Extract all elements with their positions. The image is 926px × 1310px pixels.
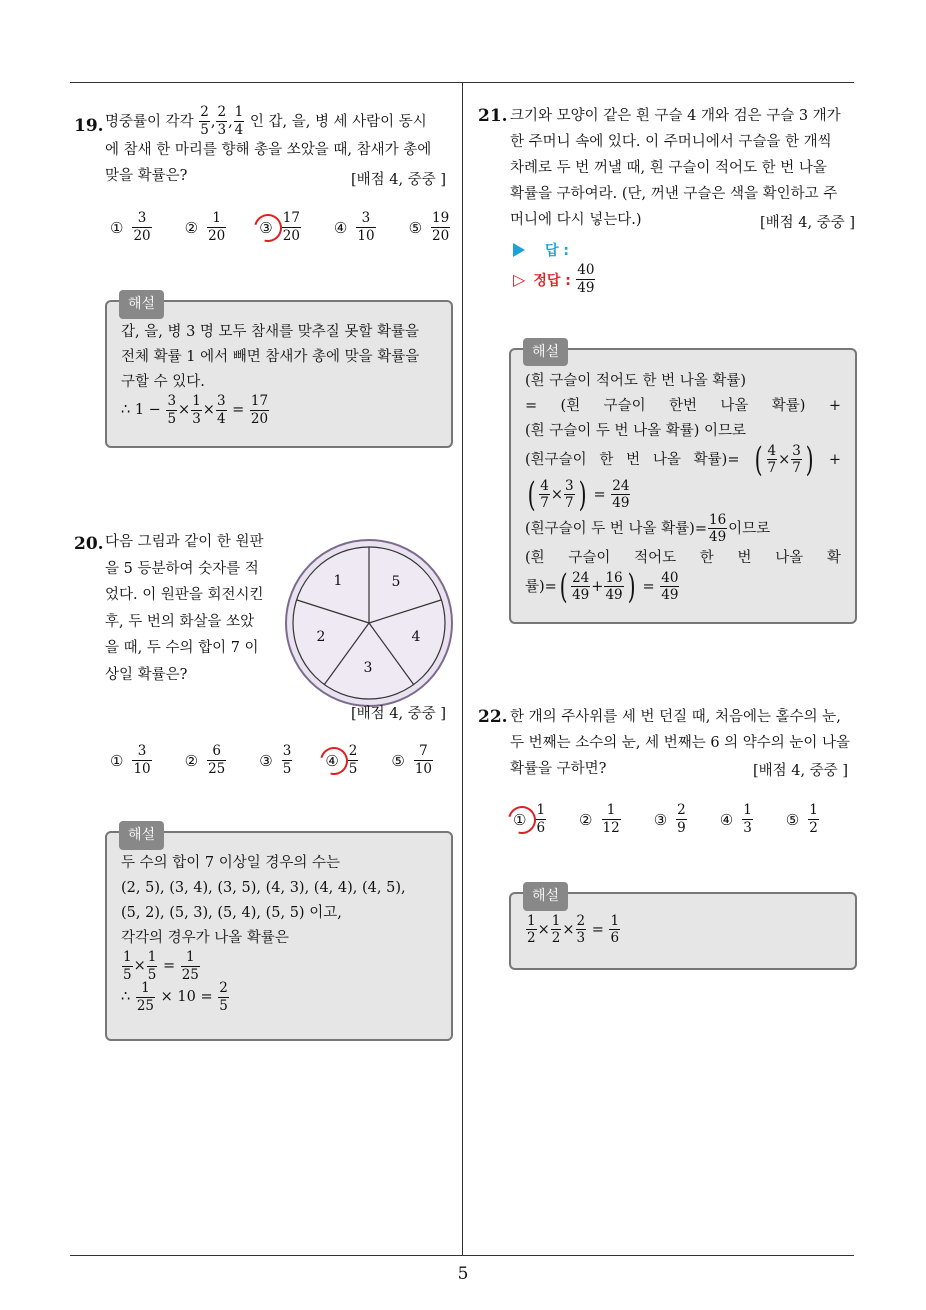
fraction: $\frac{2}{5}$: [200, 104, 209, 138]
page-number: 5: [457, 1264, 469, 1284]
question-text: 다음 그림과 같이 한 원판 을 5 등분하여 숫자를 적 었다. 이 원판을 회전시킨 후, 두 번의 화살을 쏘았 을 때, 두 수의 합이 7 이 상일 확률은?: [105, 534, 264, 683]
answer-options: [110, 745, 466, 776]
solution-line: = (흰 구슬이 한번 나올 확률) +: [525, 397, 841, 414]
question-number: 22.: [478, 707, 508, 727]
option-1[interactable]: ① $\frac{3}{10}$: [110, 743, 151, 777]
triangle-icon: [513, 243, 525, 257]
triangle-outline-icon: ▷: [513, 270, 526, 289]
score-label: [배점 4, 중중 ]: [760, 215, 856, 231]
answer-field[interactable]: 답 :: [513, 240, 569, 260]
option-4[interactable]: ④ $\frac{3}{10}$: [333, 210, 375, 244]
solution-equation: $\frac{1}{5}$ × $\frac{1}{5}$ = $\frac{1}{25}$: [123, 949, 199, 983]
option-4[interactable]: ④ $\frac{1}{3}$: [719, 802, 752, 836]
fraction: $\frac{1}{4}$: [234, 104, 244, 138]
answer-options: [513, 804, 852, 835]
bottom-rule: [70, 1255, 854, 1256]
wheel-label: 1: [333, 573, 343, 589]
score-label: [배점 4, 중중 ]: [351, 706, 447, 722]
solution-tag: 해설: [119, 821, 164, 850]
option-2[interactable]: ② $\frac{1}{12}$: [579, 802, 620, 836]
solution-equation: ∴ $\frac{1}{25}$ × 10 = $\frac{2}{5}$: [121, 980, 228, 1014]
option-3[interactable]: ③ $\frac{17}{20}$: [259, 212, 302, 243]
option-1[interactable]: ① $\frac{3}{20}$: [110, 210, 151, 244]
solution-tag: 해설: [523, 338, 568, 366]
question-text: 명중률이 각각 $\frac{2}{5}$ , $\frac{2}{3}$ , $\frac{1}{4}$ 인 갑, 을, 병 세 사람이 동시 에 참새 한 마리를 향해 총을 쏘았을 때, 참새가 총에 맞을 확률은?: [105, 104, 432, 184]
solution-line: (흰 구슬이 적어도 한 번 나올 확: [525, 549, 841, 566]
solution-line: 률)= ( $\frac{24}{49}$ + $\frac{16}{49}$ ) = $\frac{40}{49}$: [525, 567, 679, 607]
solution-line: (흰구슬이 한 번 나올 확률)= ( $\frac{4}{7}$ × $\frac{3}{7}$ ) +: [525, 440, 841, 480]
option-3[interactable]: ③ $\frac{2}{9}$: [653, 802, 686, 836]
column-divider: [462, 82, 463, 1256]
option-3[interactable]: ③ $\frac{3}{5}$: [259, 743, 292, 777]
spinner-wheel: [284, 538, 454, 708]
question-number: 21.: [478, 106, 508, 126]
solution-equation: ∴ 1 − $\frac{3}{5}$ × $\frac{1}{3}$ × $\frac{3}{4}$ = $\frac{17}{20}$: [121, 393, 269, 427]
wheel-label: 4: [411, 629, 421, 645]
fraction: $\frac{2}{3}$: [217, 104, 227, 138]
option-2[interactable]: ② $\frac{6}{25}$: [184, 743, 226, 777]
option-1[interactable]: ① $\frac{1}{6}$: [513, 804, 547, 835]
option-5[interactable]: ⑤ $\frac{7}{10}$: [391, 743, 433, 777]
solution-tag: 해설: [523, 882, 568, 911]
question-text: 크기와 모양이 같은 흰 구슬 4 개와 검은 구슬 3 개가 한 주머니 속에 있다. 이 주머니에서 구슬을 한 개씩 차례로 두 번 꺼낼 때, 흰 구슬이 적어도 한 번 나올 확률을 구하여라. (단, 꺼낸 구슬은 색을 확인하고 주 머니에 다시 넣는다.): [510, 108, 841, 228]
solution-box: 해설 갑, 을, 병 3 명 모두 참새를 맞추질 못할 확률을 전체 확률 1 에서 빼면 참새가 총에 맞을 확률을 구할 수 있다. ∴ 1 − $\frac{3}{5}$ × $\frac{1}{3}$ × $\frac{3}{4}$ = $\frac{17}{20}$: [105, 300, 453, 448]
answer-options: [110, 212, 483, 243]
wheel-label: 3: [363, 660, 373, 676]
question-number: 19.: [74, 116, 104, 136]
solution-tag: 해설: [119, 290, 164, 319]
score-label: [배점 4, 중중 ]: [753, 763, 849, 779]
option-5[interactable]: ⑤ $\frac{1}{2}$: [785, 802, 818, 836]
solution-box: [509, 888, 857, 970]
option-5[interactable]: ⑤ $\frac{19}{20}$: [408, 210, 450, 244]
wheel-label: 5: [391, 574, 401, 590]
score-label: [배점 4, 중중 ]: [351, 172, 447, 188]
wheel-label: 2: [316, 629, 326, 645]
question-number: 20.: [74, 534, 104, 554]
correct-answer: ▷ 정답 : $\frac{40}{49}$: [513, 262, 595, 296]
solution-box: 해설 두 수의 합이 7 이상일 경우의 수는 (2, 5), (3, 4), (3, 5), (4, 3), (4, 4), (4, 5), (5, 2), (5, 3), (5, 4), (5, 5) 이고, 각각의 경우가 나올 확률은 $\frac{1}{5}$ × $\frac{1}{5}$ = $\frac{1}{25}$ ∴ $\frac{1}{25}$ × 10 = $\frac{2}{5}$: [105, 831, 453, 1041]
option-4[interactable]: ④ $\frac{2}{5}$: [325, 745, 359, 776]
solution-line: (흰구슬이 두 번 나올 확률)= $\frac{16}{49}$ 이므로: [525, 511, 771, 545]
option-2[interactable]: ② $\frac{1}{20}$: [184, 210, 226, 244]
question-text: 한 개의 주사위를 세 번 던질 때, 처음에는 홀수의 눈, 두 번째는 소수의 눈, 세 번째는 6 의 약수의 눈이 나올 확률을 구하면?: [510, 709, 851, 777]
solution-line: ( $\frac{4}{7}$ × $\frac{3}{7}$ ) = $\frac{24}{49}$: [527, 475, 630, 515]
solution-box: 해설 (흰 구슬이 적어도 한 번 나올 확률) = (흰 구슬이 한번 나올 확률) + (흰 구슬이 두 번 나올 확률) 이므로 (흰구슬이 한 번 나올 확률)= ( $\frac{4}{7}$ × $\frac{3}{7}$ ) + ( $\frac{4}{7}$ × $\frac{3}{7}$ ) = $\frac{24}{49}$ (흰구슬이 두 번 나올 확률)= $\frac{16}{49}$ 이므로 (흰 구슬이 적어도 한 번 나올 확 률)= ( $\frac{24}{49}$ + $\frac{16}{49}$ ) = $\frac{40}{49}$: [509, 348, 857, 624]
solution-equation: $\frac{1}{2}$ × $\frac{1}{2}$ × $\frac{2}{3}$ = $\frac{1}{6}$: [527, 912, 620, 946]
